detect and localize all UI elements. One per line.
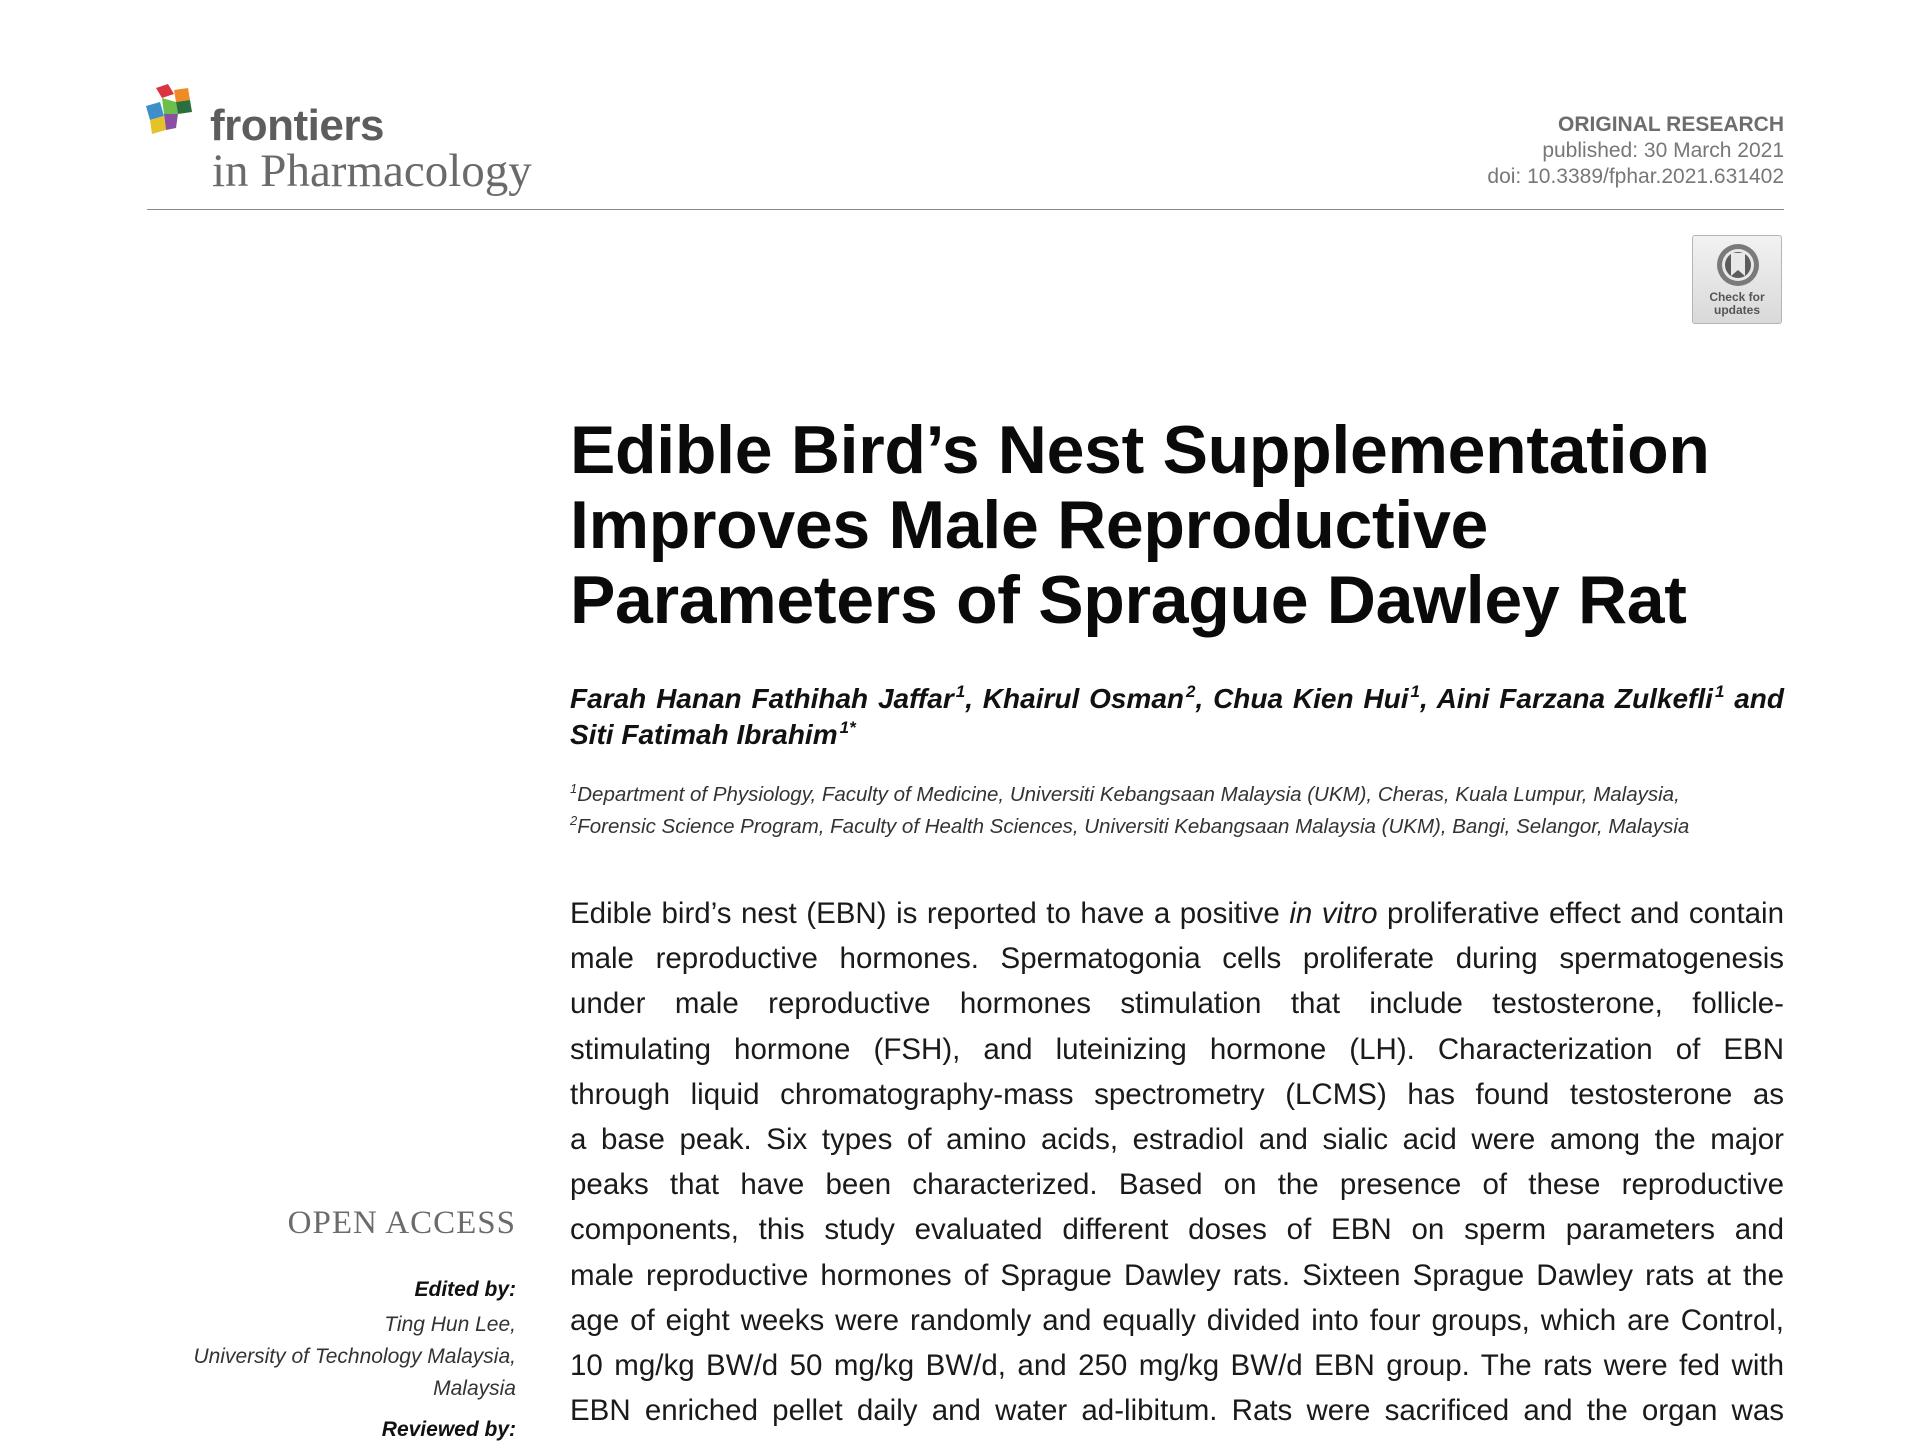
author-list: Farah Hanan Fathihah Jaffar $^1$, Khairul Osman $^2$, Chua Kien Hui $^1$, Aini Farzana Zulkefli $^1$ and Siti Fatimah Ibrahim $^{1*}$ [570, 682, 1785, 750]
edited-by-heading: Edited by: [414, 1278, 516, 1301]
editor-name[interactable]: Ting Hun Lee, [384, 1313, 516, 1336]
abstract-line: male reproductive hormones. Spermatogonia cells proliferate during spermatogenesis [570, 942, 1784, 976]
abstract-line: through liquid chromatography-mass spectrometry (LCMS) has found testosterone as [570, 1077, 1784, 1111]
abstract-line: peaks that have been characterized. Based on the presence of these reproductive [570, 1168, 1784, 1202]
affiliation-marker: 1 [1410, 682, 1420, 701]
article-title [570, 413, 1810, 638]
header-divider [147, 209, 1784, 210]
reviewed-by-heading: Reviewed by: [381, 1418, 516, 1441]
abstract-line: age of eight weeks were randomly and equally divided into four groups, which are Control, [570, 1303, 1784, 1337]
check-for-updates-button[interactable] [1692, 235, 1782, 324]
editor-affiliation: Malaysia [433, 1377, 516, 1400]
abstract-line: a base peak. Six types of amino acids, estradiol and sialic acid were among the major [570, 1122, 1784, 1156]
abstract-line: EBN enriched pellet daily and water ad-libitum. Rats were sacrificed and the organ was [570, 1394, 1784, 1428]
title-line: Parameters of Sprague Dawley Rat [570, 562, 1687, 638]
affiliation-item: $^2$Forensic Science Program, Faculty of Health Sciences, Universiti Kebangsaan Malaysia (UKM), Bangi, Selangor, Malaysia [570, 813, 1690, 838]
bookmark-circle-icon [1715, 242, 1761, 288]
abstract-line: male reproductive hormones of Sprague Dawley rats. Sixteen Sprague Dawley rats at the [570, 1258, 1784, 1292]
affiliation-marker: 2 [1186, 682, 1196, 701]
affiliation-list [570, 779, 1800, 843]
abstract [570, 891, 1784, 1433]
check-for-updates-label: Check for updates [1709, 290, 1765, 317]
journal-brand: frontiers [210, 101, 384, 150]
abstract-line: 10 mg/kg BW/d 50 mg/kg BW/d, and 250 mg/kg BW/d EBN group. The rats were fed with [570, 1348, 1784, 1382]
affiliation-item: $^1$Department of Physiology, Faculty of Medicine, Universiti Kebangsaan Malaysia (UKM), Cheras, Kuala Lumpur, Malaysia, [570, 781, 1680, 806]
article-type: ORIGINAL RESEARCH [1558, 113, 1784, 136]
affiliation-marker: 1* [839, 718, 856, 737]
abstract-line: Edible bird’s nest (EBN) is reported to have a positive in vitro proliferative effect and contain [570, 897, 1785, 930]
title-line: Edible Bird’s Nest Supplementation [570, 412, 1710, 488]
author-name[interactable]: Khairul Osman [982, 683, 1184, 714]
abstract-line: components, this study evaluated different doses of EBN on sperm parameters and [570, 1213, 1784, 1247]
doi-link[interactable]: doi: 10.3389/fphar.2021.631402 [1487, 165, 1784, 188]
published-date: published: 30 March 2021 [1542, 139, 1784, 162]
frontiers-logo-icon [146, 84, 206, 156]
abstract-line: stimulating hormone (FSH), and luteinizing hormone (LH). Characterization of EBN [570, 1032, 1784, 1066]
journal-logo [146, 84, 566, 204]
author-name[interactable]: Chua Kien Hui [1213, 683, 1409, 714]
author-name[interactable]: Aini Farzana Zulkefli [1436, 683, 1713, 714]
abstract-line: under male reproductive hormones stimulation that include testosterone, follicle- [570, 987, 1784, 1021]
editor-info [140, 1309, 516, 1405]
open-access-label: OPEN ACCESS [287, 1205, 516, 1241]
affiliation-marker: 1 [955, 682, 966, 701]
title-line: Improves Male Reproductive [570, 487, 1489, 563]
affiliation-marker: 1 [1714, 682, 1725, 701]
author-conjunction: and [1734, 683, 1785, 714]
journal-name: in Pharmacology [212, 145, 532, 197]
author-name[interactable]: Siti Fatimah Ibrahim [570, 719, 838, 750]
editor-affiliation: University of Technology Malaysia, [193, 1345, 516, 1368]
author-name[interactable]: Farah Hanan Fathihah Jaffar [570, 683, 954, 714]
article-meta [1487, 112, 1784, 190]
